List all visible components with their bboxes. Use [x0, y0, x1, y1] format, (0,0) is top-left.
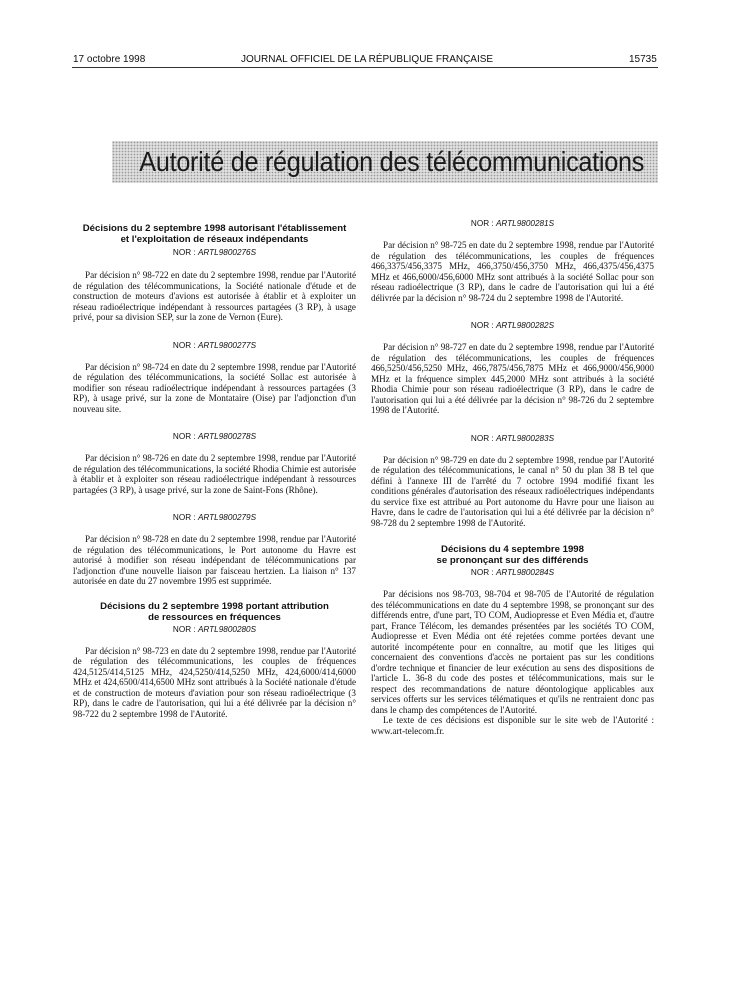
nor-reference: NOR : ARTL9800283S — [470, 433, 555, 443]
right-column — [371, 219, 654, 736]
decision-paragraph: Par décision n° 98-724 en date du 2 septembre 1998, rendue par l'Autorité de régulation des télécommunications, la société Sollac est autorisée à modifier son réseau radioélectrique indépendant à ressources partagées (3 RP), à usage privé, sur la zone de Montataire (Oise) par l'adjonction d'un nouveau site. — [73, 361, 356, 414]
nor-reference: NOR : ARTL9800281S — [470, 219, 555, 228]
section-heading: Décisions du 4 septembre 1998 — [441, 544, 584, 555]
decision-paragraph: Par décisions nos 98-703, 98-704 et 98-705 de l'Autorité de régulation des télécommunications en date du 4 septembre 1998, se prononçant sur des différends entre, d'une part, TO COM, Audiopresse et Even Média et, d'autre part, France Télécom, les demandes présentées par les sociétés TO COM, Audiopresse et Even Média ont été rejetées comme portées devant une autorité incompétente pour en connaître, au motif que les litiges qui concernaient des conventions d'accès ne portaient pas sur les conditions d'ordre technique et financier de leur exécution au sens des dispositions de l'article L. 36-8 du code des postes et télécommunications, mais sur le respect des recommandations de nature déontologique applicables aux services offerts sur les services télématiques et qu'ils ne rentraient donc pas dans le champ des compétences de l'Autorité. — [371, 589, 654, 715]
nor-reference: NOR : ARTL9800277S — [172, 340, 257, 350]
decision-paragraph: Le texte de ces décisions est disponible sur le site web de l'Autorité : www.art-telecom.fr. — [371, 715, 654, 736]
section-heading: se prononçant sur des différends — [436, 555, 589, 566]
header-journal-title: JOURNAL OFFICIEL DE LA RÉPUBLIQUE FRANÇAISE — [241, 54, 494, 65]
header-date: 17 octobre 1998 — [73, 54, 146, 65]
banner-title: Autorité de régulation des télécommunications — [139, 146, 645, 177]
section-heading: Décisions du 2 septembre 1998 autorisant l'établissement — [82, 223, 347, 234]
nor-reference: NOR : ARTL9800279S — [172, 513, 257, 522]
nor-reference: NOR : ARTL9800282S — [470, 321, 555, 330]
nor-reference: NOR : ARTL9800284S — [470, 568, 555, 577]
decision-paragraph: Par décision n° 98-729 en date du 2 septembre 1998, rendue par l'Autorité de régulation des télécommunications, le canal n° 50 du plan 38 B tel que défini à l'annexe III de l'arrêté du 7 octobre 1994 modifié fixant les conditions générales d'autorisation des réseaux radioélectriques indépendants du service fixe est attribué au Port autonome du Havre pour une liaison au Havre, dans le cadre de l'autorisation qui lui a été délivrée par la décision n° 98-728 du 2 septembre 1998 de l'Autorité. — [371, 454, 654, 528]
nor-reference: NOR : ARTL9800276S — [172, 248, 257, 257]
decision-paragraph: Par décision n° 98-722 en date du 2 septembre 1998, rendue par l'Autorité de régulation des télécommunications, la Société nationale d'étude et de construction de moteurs d'avions est autorisée à établir et à exploiter un réseau radioélectrique indépendant à ressources partagées (3 RP), à usage privé, pour sa division SEP, sur la zone de Vernon (Eure). — [73, 270, 356, 322]
section-heading: et l'exploitation de réseaux indépendants — [120, 234, 309, 245]
nor-reference: NOR : ARTL9800278S — [172, 432, 257, 441]
decision-paragraph: Par décision n° 98-727 en date du 2 septembre 1998, rendue par l'Autorité de régulation des télécommunications, les couples de fréquences 466,5250/456,5250 MHz, 466,7875/456,7875 MHz et 466,9000/456,9000 MHz et la fréquence simplex 445,2000 MHz sont attribués à la société Rhodia Chimie pour son réseau radioélectrique (3 RP), dans le cadre de l'autorisation qui lui a été délivrée par la décision n° 98-726 du 2 septembre 1998 de l'Autorité. — [371, 342, 654, 415]
decision-paragraph: Par décision n° 98-725 en date du 2 septembre 1998, rendue par l'Autorité de régulation des télécommunications, les couples de fréquences 466,3375/456,3375 MHz, 466,3750/456,3750 MHz, 466,4375/456,4375 MHz et 466,6000/456,6000 MHz sont attribués à la société Sollac pour son réseau radioélectrique (3 RP), dans le cadre de l'autorisation qui lui a été délivrée par la décision n° 98-724 du 2 septembre 1998 de l'Autorité. — [371, 240, 654, 303]
decision-paragraph: Par décision n° 98-728 en date du 2 septembre 1998, rendue par l'Autorité de régulation des télécommunications, le Port autonome du Havre est autorisé à modifier son réseau indépendant de télécommunications par l'adjonction d'une nouvelle liaison par faisceau hertzien. La liaison n° 137 autorisée en date du 27 novembre 1995 est supprimée. — [73, 534, 356, 586]
decision-paragraph: Par décision n° 98-723 en date du 2 septembre 1998, rendue par l'Autorité de régulation des télécommunications, les couples de fréquences 424,5125/414,5125 MHz, 424,5250/414,5250 MHz, 424,6000/414,6000 MHz et 424,6500/414,6500 MHz sont attribués à la Société nationale d'étude et de construction de moteurs d'aviation pour son réseau radioélectrique (3 RP), dans le cadre de l'autorisation, qui lui a été délivrée par la décision n° 98-722 du 2 septembre 1998 de l'Autorité. — [73, 645, 356, 719]
section-heading: de ressources en fréquences — [148, 611, 281, 623]
nor-reference: NOR : ARTL9800280S — [172, 624, 257, 634]
section-heading: Décisions du 2 septembre 1998 portant attribution — [100, 600, 329, 612]
decision-paragraph: Par décision n° 98-726 en date du 2 septembre 1998, rendue par l'Autorité de régulation des télécommunications, la société Rhodia Chimie est autorisée à établir et à exploiter son réseau radioélectrique indépendant à ressources partagées (3 RP), à usage privé, sur la zone de Saint-Fons (Rhône). — [73, 453, 356, 495]
header-page-number: 15735 — [629, 54, 657, 65]
left-column — [73, 223, 356, 719]
header-rule — [72, 67, 658, 68]
